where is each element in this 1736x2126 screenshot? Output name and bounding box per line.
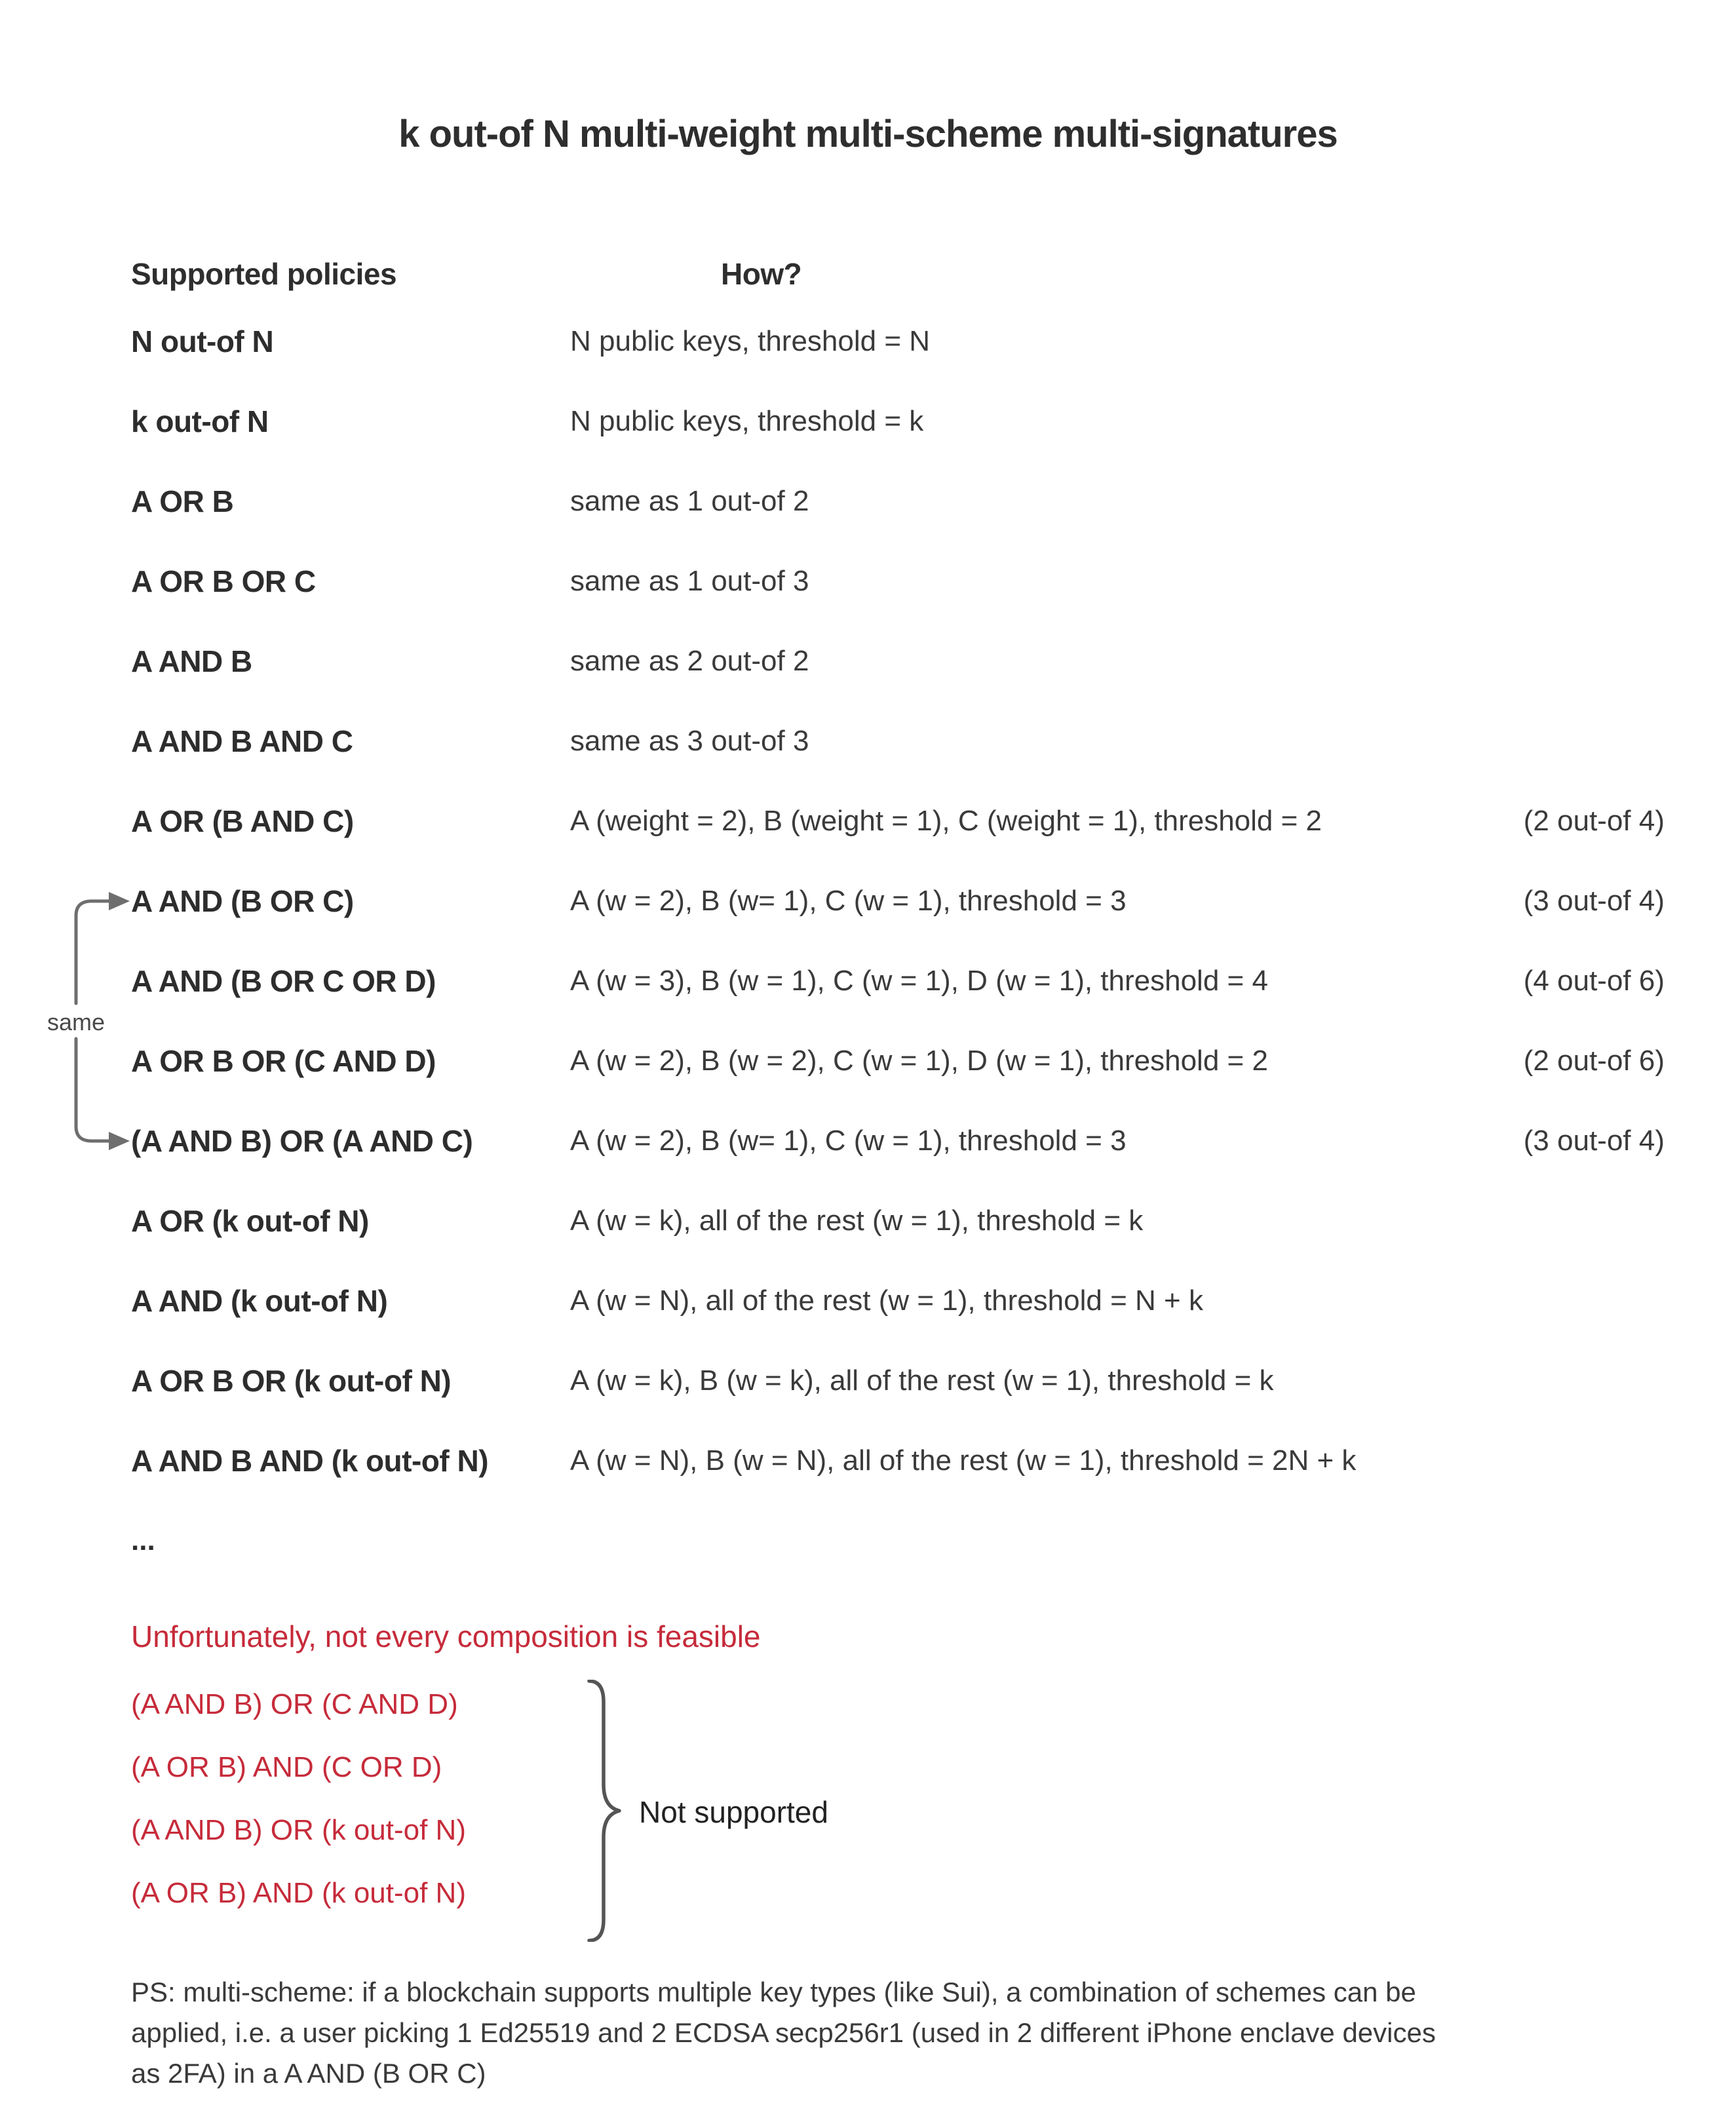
how-text: same as 3 out-of 3 [570,725,809,757]
how-text: same as 2 out-of 2 [570,645,809,677]
how-text: A (w = 3), B (w = 1), C (w = 1), D (w = 1), threshold = 4 [570,965,1268,997]
how-text: A (w = N), B (w = N), all of the rest (w = 1), threshold = 2N + k [570,1444,1357,1477]
equivalence-note: (3 out-of 4) [1523,1125,1665,1157]
table-row [0,1444,1736,1524]
same-bracket-arrows-icon [33,881,144,1163]
ps-note [0,1972,1736,2094]
not-supported-item: (A OR B) AND (k out-of N) [131,1877,466,1909]
ps-line: as 2FA) in a A AND (B OR C) [131,2058,486,2089]
not-feasible-heading: Unfortunately, not every composition is feasible [131,1619,761,1653]
policy-label: k out-of N [131,404,269,438]
table-row [0,804,1736,884]
how-text: same as 1 out-of 2 [570,485,809,517]
arrow-right-icon [109,892,130,910]
policy-label: A OR (k out-of N) [131,1204,369,1238]
same-label: same [47,1009,106,1035]
column-header-how: How? [721,257,802,291]
table-row [0,404,1736,484]
policy-label: A AND B AND C [131,724,353,758]
policy-label: A AND B AND (k out-of N) [131,1444,489,1478]
how-text: A (w = k), all of the rest (w = 1), threshold = k [570,1205,1144,1237]
policy-label: A OR B [131,484,234,518]
not-supported-label: Not supported [639,1795,828,1829]
table-ellipsis: ... [131,1524,155,1556]
equivalence-note: (2 out-of 4) [1523,805,1665,837]
table-row [0,964,1736,1044]
page-title: k out-of N multi-weight multi-scheme multi-signatures [398,113,1338,155]
equivalence-note: (3 out-of 4) [1523,885,1665,917]
policy-label: N out-of N [131,324,274,358]
policy-label: A AND B [131,644,252,678]
table-row [0,884,1736,964]
policy-label: A AND (k out-of N) [131,1284,388,1318]
table-row [0,644,1736,724]
how-text: A (w = 2), B (w= 1), C (w = 1), threshold = 3 [570,885,1127,917]
policy-label: A AND (B OR C OR D) [131,964,436,998]
policy-label: A OR B OR (k out-of N) [131,1364,452,1398]
how-text: A (w = N), all of the rest (w = 1), threshold = N + k [570,1285,1203,1317]
how-text: A (weight = 2), B (weight = 1), C (weight = 1), threshold = 2 [570,805,1322,837]
table-row [0,1124,1736,1204]
policy-label: A OR B OR C [131,564,316,598]
how-text: A (w = k), B (w = k), all of the rest (w = 1), threshold = k [570,1364,1274,1397]
equivalence-note: (4 out-of 6) [1523,965,1665,997]
not-supported-item: (A AND B) OR (C AND D) [131,1688,458,1720]
table-header-row [0,256,1736,292]
how-text: N public keys, threshold = k [570,405,924,437]
how-text: N public keys, threshold = N [570,325,931,357]
table-row [0,1204,1736,1284]
not-supported-brace-icon [580,1680,626,1942]
how-text: A (w = 2), B (w = 2), C (w = 1), D (w = 1), threshold = 2 [570,1045,1268,1077]
ps-line: PS: multi-scheme: if a blockchain supports multiple key types (like Sui), a combination of schemes can be [131,1977,1416,2007]
table-row [0,484,1736,564]
policy-label: A OR B OR (C AND D) [131,1044,436,1078]
not-supported-item: (A AND B) OR (k out-of N) [131,1814,466,1846]
not-supported-list [0,1688,1736,1939]
equivalence-note: (2 out-of 6) [1523,1045,1665,1077]
policy-label: (A AND B) OR (A AND C) [131,1124,473,1158]
policy-table [0,324,1736,1604]
table-row [0,1284,1736,1364]
table-row [0,1044,1736,1124]
table-row [0,724,1736,804]
policy-label: A AND (B OR C) [131,884,354,918]
arrow-right-icon [109,1132,130,1150]
not-supported-item: (A OR B) AND (C OR D) [131,1751,442,1783]
ps-line: applied, i.e. a user picking 1 Ed25519 and 2 ECDSA secp256r1 (used in 2 different iPhone enclave devices [131,2017,1436,2048]
policy-label: A OR (B AND C) [131,804,354,838]
how-text: same as 1 out-of 3 [570,565,809,597]
table-row [0,1364,1736,1444]
column-header-supported-policies: Supported policies [131,257,397,291]
table-row [0,564,1736,644]
table-row [0,324,1736,404]
how-text: A (w = 2), B (w= 1), C (w = 1), threshold = 3 [570,1125,1127,1157]
